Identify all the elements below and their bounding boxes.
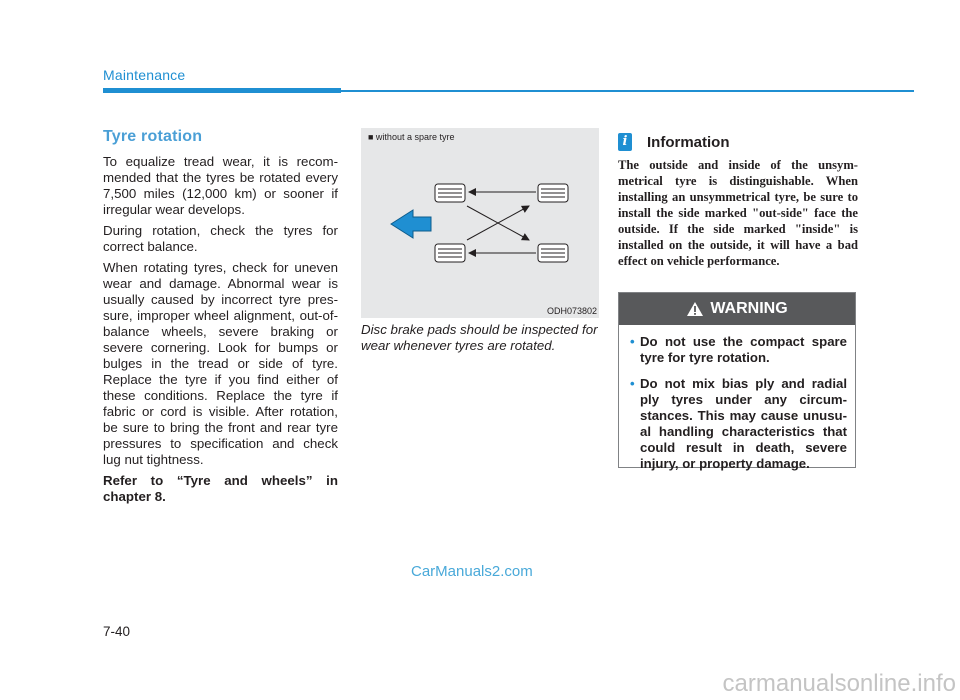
tyre-front-left: [435, 184, 465, 202]
figure-code: ODH073802: [546, 306, 597, 316]
page-number: 7-40: [103, 624, 131, 639]
warning-item-text: Do not use the compact spare tyre for tyre rotation.: [640, 334, 847, 365]
warning-title: WARNING: [710, 300, 788, 317]
header-rule-thin: [341, 90, 914, 92]
direction-arrow-icon: [391, 210, 431, 238]
figure-label: ■ without a spare tyre: [368, 132, 455, 142]
left-column: [103, 128, 338, 510]
figure-caption: Disc brake pads should be inspected for wear whenever tyres are rotated.: [361, 322, 598, 353]
rotation-diagram: [361, 128, 599, 318]
information-section: [618, 133, 858, 269]
watermark-link[interactable]: CarManuals2.com: [411, 563, 533, 580]
warning-item: [630, 376, 847, 472]
warning-list: [619, 334, 855, 472]
header-rule-thick: [103, 88, 341, 93]
bullet-icon: •: [630, 376, 635, 391]
information-body: The outside and inside of the unsym-metrical tyre is distinguishable. When installing an unsymmetrical tyre, be sure to install the side marked "out-side" face the outside. If the side marked "inside" is installed on the outside, it will have a bad effect on vehicle performance.: [618, 158, 858, 268]
warning-item: [630, 334, 847, 366]
chapter-reference: Refer to “Tyre and wheels” in chapter 8.: [103, 473, 338, 504]
bullet-icon: •: [630, 334, 635, 349]
warning-box: [618, 292, 856, 471]
warning-triangle-icon: [686, 301, 704, 317]
warning-item-text: Do not mix bias ply and radial ply tyres under any circum-stances. This may cause unusu-al handling characteristics that could result in death, severe injury, or property damage.: [640, 376, 847, 471]
tyre-rotation-title: Tyre rotation: [103, 128, 203, 145]
paragraph-2: During rotation, check the tyres for correct balance.: [103, 223, 338, 254]
paragraph-3: When rotating tyres, check for uneven wear and damage. Abnormal wear is usually caused by incorrect tyre pres-sure, improper wheel alignment, out-of-balance wheels, severe braking or severe cornering. Look for bumps or bulges in the tread or side of tyre. Replace the tyre if you find either of these conditions. Replace the tyre if fabric or cord is visible. After rotation, be sure to bring the front and rear tyre pressures to specification and check lug nut tightness.: [103, 260, 338, 467]
tyre-rear-left: [538, 184, 568, 202]
information-header: [618, 133, 858, 151]
information-title: Information: [647, 133, 730, 151]
paragraph-1: To equalize tread wear, it is recom-mended that the tyres be rotated every 7,500 miles (12,000 km) or sooner if irregular wear develops.: [103, 154, 338, 217]
footer-url-watermark: carmanualsonline.info: [722, 670, 956, 697]
section-header: Maintenance: [103, 67, 186, 83]
tyre-rotation-figure: [361, 128, 599, 318]
tyre-front-right: [435, 244, 465, 262]
tyre-rear-right: [538, 244, 568, 262]
warning-header: [619, 293, 855, 325]
info-icon: i: [618, 133, 632, 151]
